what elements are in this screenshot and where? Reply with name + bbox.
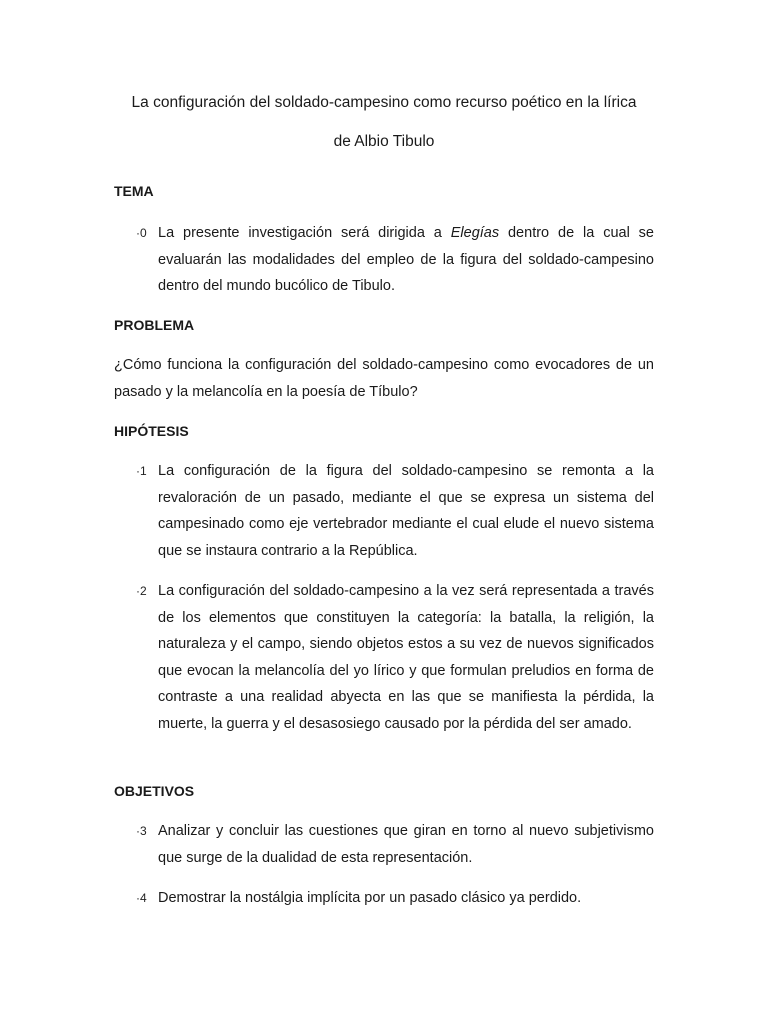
objetivos-item-3	[114, 818, 654, 871]
item-number: ·3	[136, 824, 147, 838]
tema-item-text	[158, 220, 654, 300]
title-line-1: La configuración del soldado-campesino como recurso poético en la lírica	[131, 94, 637, 111]
hipotesis-item-1	[114, 458, 654, 564]
item-number: ·2	[136, 584, 147, 598]
document-title	[100, 83, 668, 161]
item-number: ·4	[136, 891, 147, 905]
objetivos-item-text: Demostrar la nostálgia implícita por un pasado clásico ya perdido.	[158, 890, 582, 906]
objetivos-item-4	[114, 885, 654, 912]
hipotesis-item-text: La configuración del soldado-campesino a la vez será representada a través de los elementos que constituyen la categoría: la batalla, la religión, la naturaleza y el campo, siendo objetos estos a su vez de nuevos significados que evocan la melancolía del yo lírico y que formulan preludios en forma de contraste a una realidad abyecta en las que se manifiesta la pérdida, la muerte, la guerra y el desasosiego causado por la pérdida del ser amado.	[158, 583, 654, 732]
heading-objetivos: OBJETIVOS	[114, 783, 195, 799]
heading-problema: PROBLEMA	[114, 317, 195, 333]
tema-item-0	[114, 220, 654, 300]
title-line-2: de Albio Tibulo	[333, 133, 435, 150]
item-number: ·0	[136, 226, 147, 240]
heading-tema: TEMA	[114, 183, 154, 199]
tema-text-before: La presente investigación será dirigida a	[158, 225, 451, 241]
item-number: ·1	[136, 464, 147, 478]
heading-hipotesis: HIPÓTESIS	[114, 423, 189, 439]
tema-text-after: dentro de la cual se evaluarán las modalidades del empleo de la figura del soldado-campesino dentro del mundo bucólico de Tibulo.	[158, 225, 654, 294]
hipotesis-item-2	[114, 578, 654, 737]
problema-text: ¿Cómo funciona la configuración del soldado-campesino como evocadores de un pasado y la melancolía en la poesía de Tíbulo?	[114, 357, 654, 400]
objetivos-item-text: Analizar y concluir las cuestiones que giran en torno al nuevo subjetivismo que surge de la dualidad de esta representación.	[158, 823, 654, 866]
tema-text-italic: Elegías	[450, 225, 500, 241]
hipotesis-item-text: La configuración de la figura del soldado-campesino se remonta a la revaloración de un pasado, mediante el que se expresa un sistema del campesinado como eje vertebrador mediante el cual elude el nuevo sistema que se instaura contrario a la República.	[158, 463, 654, 559]
